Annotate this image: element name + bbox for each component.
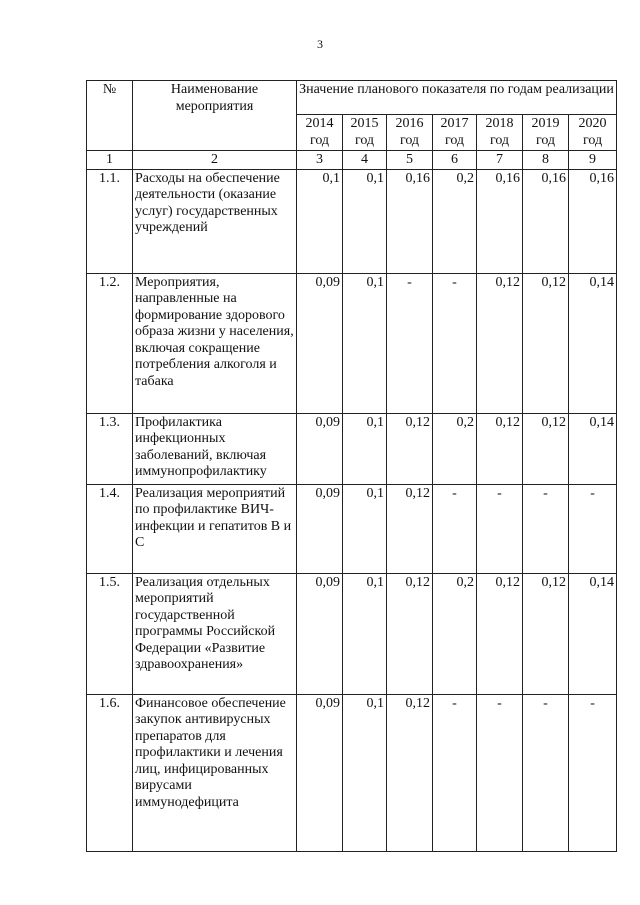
column-number: 5 [387,151,433,170]
column-number: 9 [569,151,617,170]
row-number: 1.4. [87,484,133,573]
value-2014: 0,09 [297,484,343,573]
column-number: 8 [523,151,569,170]
value-2019: 0,12 [523,413,569,484]
value-2020: - [569,484,617,573]
value-2015: 0,1 [343,169,387,273]
value-2016: - [387,273,433,413]
table-row [87,273,617,413]
value-2017: 0,2 [433,573,477,694]
value-2015: 0,1 [343,413,387,484]
value-2014: 0,1 [297,169,343,273]
value-2017: 0,2 [433,169,477,273]
page-number: 3 [317,37,323,51]
value-2015: 0,1 [343,694,387,851]
value-2014: 0,09 [297,273,343,413]
column-number: 2 [133,151,297,170]
value-2019: 0,16 [523,169,569,273]
row-name: Финансовое обеспечение закупок антивирусных препаратов для профилактики и лечения лиц, инфицированных вирусами иммунодефицита [133,694,297,851]
value-2016: 0,12 [387,694,433,851]
value-2018: 0,12 [477,573,523,694]
column-number: 6 [433,151,477,170]
value-2015: 0,1 [343,573,387,694]
value-2015: 0,1 [343,484,387,573]
header-year-2018: 2018 год [477,115,523,151]
header-year-2016: 2016 год [387,115,433,151]
table-row [87,694,617,851]
table-row [87,573,617,694]
value-2020: - [569,694,617,851]
value-2017: - [433,484,477,573]
column-number: 4 [343,151,387,170]
column-number: 1 [87,151,133,170]
row-name: Профилактика инфекционных заболеваний, включая иммунопрофилактику [133,413,297,484]
value-2019: 0,12 [523,573,569,694]
value-2014: 0,09 [297,694,343,851]
row-number: 1.3. [87,413,133,484]
row-name: Реализация отдельных мероприятий государственной программы Российской Федерации «Развитие здравоохранения» [133,573,297,694]
value-2017: - [433,694,477,851]
header-name: Наименование мероприятия [133,81,297,151]
header-years-group: Значение планового показателя по годам реализации [297,81,617,115]
row-name: Реализация мероприятий по профилактике ВИЧ-инфекции и гепатитов В и С [133,484,297,573]
header-year-2017: 2017 год [433,115,477,151]
value-2020: 0,14 [569,413,617,484]
header-year-2014: 2014 год [297,115,343,151]
column-number: 3 [297,151,343,170]
row-number: 1.2. [87,273,133,413]
value-2015: 0,1 [343,273,387,413]
header-year-2020: 2020 год [569,115,617,151]
value-2019: - [523,694,569,851]
value-2020: 0,14 [569,573,617,694]
value-2018: 0,12 [477,413,523,484]
value-2017: 0,2 [433,413,477,484]
header-row [87,81,617,115]
value-2020: 0,14 [569,273,617,413]
value-2014: 0,09 [297,573,343,694]
value-2014: 0,09 [297,413,343,484]
header-number: № [87,81,133,151]
value-2018: - [477,694,523,851]
row-number: 1.5. [87,573,133,694]
table-row [87,484,617,573]
table-row [87,169,617,273]
value-2016: 0,16 [387,169,433,273]
plan-indicators-table [86,80,617,852]
value-2016: 0,12 [387,413,433,484]
table-row [87,413,617,484]
row-number: 1.6. [87,694,133,851]
value-2018: 0,16 [477,169,523,273]
column-number: 7 [477,151,523,170]
value-2019: 0,12 [523,273,569,413]
value-2016: 0,12 [387,484,433,573]
value-2019: - [523,484,569,573]
value-2020: 0,16 [569,169,617,273]
row-name: Расходы на обеспечение деятельности (оказание услуг) государственных учреждений [133,169,297,273]
row-name: Мероприятия, направленные на формирование здорового образа жизни у населения, включая сокращение потребления алкоголя и табака [133,273,297,413]
header-year-2019: 2019 год [523,115,569,151]
column-numbers-row [87,151,617,170]
value-2016: 0,12 [387,573,433,694]
row-number: 1.1. [87,169,133,273]
value-2018: 0,12 [477,273,523,413]
header-year-2015: 2015 год [343,115,387,151]
value-2017: - [433,273,477,413]
value-2018: - [477,484,523,573]
